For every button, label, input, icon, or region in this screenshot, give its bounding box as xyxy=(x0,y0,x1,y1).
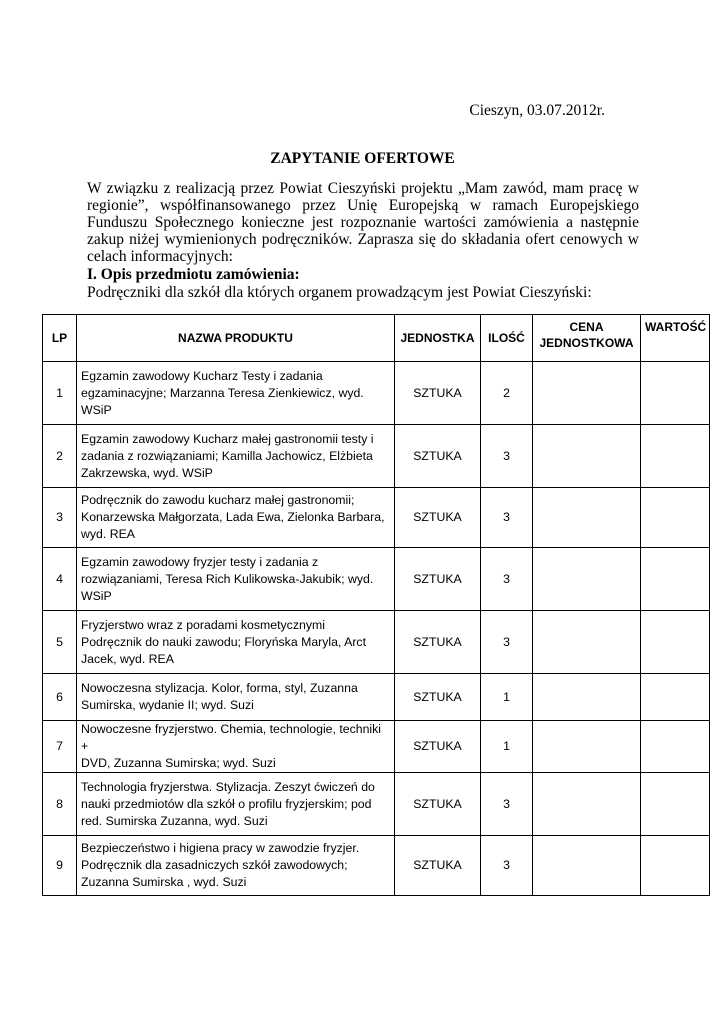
cell-lp: 3 xyxy=(43,488,77,548)
section-heading: I. Opis przedmiotu zamówienia: xyxy=(87,266,300,283)
cell-unit-price xyxy=(533,773,641,836)
cell-lp: 5 xyxy=(43,611,77,674)
cell-product-name xyxy=(77,488,395,548)
cell-qty: 3 xyxy=(481,488,533,548)
table-row xyxy=(43,674,710,721)
cell-unit-price xyxy=(533,362,641,425)
cell-unit-price xyxy=(533,836,641,896)
cell-unit: SZTUKA xyxy=(395,611,481,674)
product-name-line: Konarzewska Małgorzata, Lada Ewa, Zielonka Barbara, xyxy=(81,510,385,524)
cell-value xyxy=(641,362,710,425)
cell-product-name xyxy=(77,836,395,896)
cell-qty: 1 xyxy=(481,721,533,773)
intro-paragraph: W związku z realizacją przez Powiat Cieszyński projektu „Mam zawód, mam pracę w regionie”, współfinansowanego przez Unię Europejską w ramach Europejskiego Funduszu Społecznego konieczne jest rozpoznanie wartości zamówienia a następnie zakup niżej wymienionych podręczników. Zaprasza się do składania ofert cenowych w celach informacyjnych: xyxy=(87,180,639,265)
cell-lp: 2 xyxy=(43,425,77,488)
table-row xyxy=(43,488,710,548)
cell-qty: 2 xyxy=(481,362,533,425)
col-header-qty: ILOŚĆ xyxy=(481,315,533,362)
cell-value xyxy=(641,773,710,836)
product-name-line: Technologia fryzjerstwa. Stylizacja. Zeszyt ćwiczeń do xyxy=(81,779,375,794)
cell-unit: SZTUKA xyxy=(395,362,481,425)
product-name-line: Egzamin zawodowy Kucharz Testy i zadania xyxy=(81,368,323,383)
product-name-line: nauki przedmiotów dla szkół o profilu fryzjerskim; pod xyxy=(81,796,372,811)
cell-lp: 6 xyxy=(43,674,77,721)
cell-value xyxy=(641,548,710,611)
col-header-value: WARTOŚĆ xyxy=(641,315,710,362)
document-date: Cieszyn, 03.07.2012r. xyxy=(469,102,605,119)
cell-unit-price xyxy=(533,721,641,773)
cell-lp: 9 xyxy=(43,836,77,896)
document-title: ZAPYTANIE OFERTOWE xyxy=(270,150,455,167)
product-name-line: Nowoczesne fryzjerstwo. Chemia, technologie, techniki + xyxy=(81,722,382,753)
cell-unit: SZTUKA xyxy=(395,721,481,773)
col-header-unit-price xyxy=(533,315,641,362)
cell-qty: 1 xyxy=(481,674,533,721)
cell-lp: 8 xyxy=(43,773,77,836)
product-name-line: egzaminacyjne; Marzanna Teresa Zienkiewicz, wyd. xyxy=(81,385,364,400)
table-row xyxy=(43,836,710,896)
cell-qty: 3 xyxy=(481,611,533,674)
table-row xyxy=(43,548,710,611)
cell-value xyxy=(641,488,710,548)
cell-qty: 3 xyxy=(481,836,533,896)
cell-value xyxy=(641,836,710,896)
table-row xyxy=(43,611,710,674)
cell-value xyxy=(641,674,710,721)
cell-unit: SZTUKA xyxy=(395,674,481,721)
cell-product-name xyxy=(77,721,395,773)
product-name-line: Bezpieczeństwo i higiena pracy w zawodzie fryzjer. xyxy=(81,841,360,855)
cell-unit: SZTUKA xyxy=(395,836,481,896)
cell-unit: SZTUKA xyxy=(395,773,481,836)
cell-unit-price xyxy=(533,674,641,721)
col-header-unit: JEDNOSTKA xyxy=(395,315,481,362)
cell-unit: SZTUKA xyxy=(395,425,481,488)
product-name-line: Nowoczesna stylizacja. Kolor, forma, styl, Zuzanna xyxy=(81,681,358,695)
col-header-unit-price-line2: JEDNOSTKOWA xyxy=(539,336,634,350)
table-header-row xyxy=(43,315,710,362)
table-row xyxy=(43,721,710,773)
col-header-lp: LP xyxy=(43,315,77,362)
cell-product-name xyxy=(77,773,395,836)
product-name-line: red. Sumirska Zuzanna, wyd. Suzi xyxy=(81,813,268,828)
cell-product-name xyxy=(77,674,395,721)
product-name-line: Podręcznik do nauki zawodu; Floryńska Maryla, Arct xyxy=(81,634,367,649)
product-name-line: wyd. REA xyxy=(81,527,135,541)
product-name-line: Egzamin zawodowy fryzjer testy i zadania z xyxy=(81,554,319,569)
product-name-line: Jacek, wyd. REA xyxy=(81,651,174,666)
section-description: Podręczniki dla szkół dla których organem prowadzącym jest Powiat Cieszyński: xyxy=(87,284,592,301)
product-name-line: WSiP xyxy=(81,588,112,603)
cell-unit-price xyxy=(533,488,641,548)
cell-qty: 3 xyxy=(481,425,533,488)
product-name-line: rozwiązaniami, Teresa Rich Kulikowska-Jakubik; wyd. xyxy=(81,571,374,586)
product-name-line: zadania z rozwiązaniami; Kamilla Jachowicz, Elżbieta xyxy=(81,448,373,463)
cell-value xyxy=(641,425,710,488)
cell-unit-price xyxy=(533,425,641,488)
cell-unit-price xyxy=(533,611,641,674)
cell-lp: 1 xyxy=(43,362,77,425)
product-name-line: Zakrzewska, wyd. WSiP xyxy=(81,465,213,480)
product-name-line: Podręcznik do zawodu kucharz małej gastronomii; xyxy=(81,493,355,507)
table-row xyxy=(43,773,710,836)
table-row xyxy=(43,362,710,425)
col-header-unit-price-line1: CENA xyxy=(569,320,604,334)
product-name-line: Zuzanna Sumirska , wyd. Suzi xyxy=(81,875,247,889)
cell-lp: 4 xyxy=(43,548,77,611)
cell-value xyxy=(641,611,710,674)
cell-lp: 7 xyxy=(43,721,77,773)
product-name-line: DVD, Zuzanna Sumirska; wyd. Suzi xyxy=(81,756,276,770)
product-name-line: Fryzjerstwo wraz z poradami kosmetycznymi xyxy=(81,617,325,632)
product-name-line: Sumirska, wydanie II; wyd. Suzi xyxy=(81,698,254,712)
cell-product-name xyxy=(77,548,395,611)
table-row xyxy=(43,425,710,488)
products-table xyxy=(42,314,710,896)
cell-unit: SZTUKA xyxy=(395,548,481,611)
cell-unit-price xyxy=(533,548,641,611)
cell-qty: 3 xyxy=(481,773,533,836)
product-name-line: Egzamin zawodowy Kucharz małej gastronomii testy i xyxy=(81,431,374,446)
cell-product-name xyxy=(77,362,395,425)
cell-product-name xyxy=(77,611,395,674)
cell-qty: 3 xyxy=(481,548,533,611)
product-name-line: Podręcznik dla zasadniczych szkół zawodowych; xyxy=(81,858,348,872)
product-name-line: WSiP xyxy=(81,402,112,417)
cell-value xyxy=(641,721,710,773)
cell-product-name xyxy=(77,425,395,488)
cell-unit: SZTUKA xyxy=(395,488,481,548)
col-header-name: NAZWA PRODUKTU xyxy=(77,315,395,362)
